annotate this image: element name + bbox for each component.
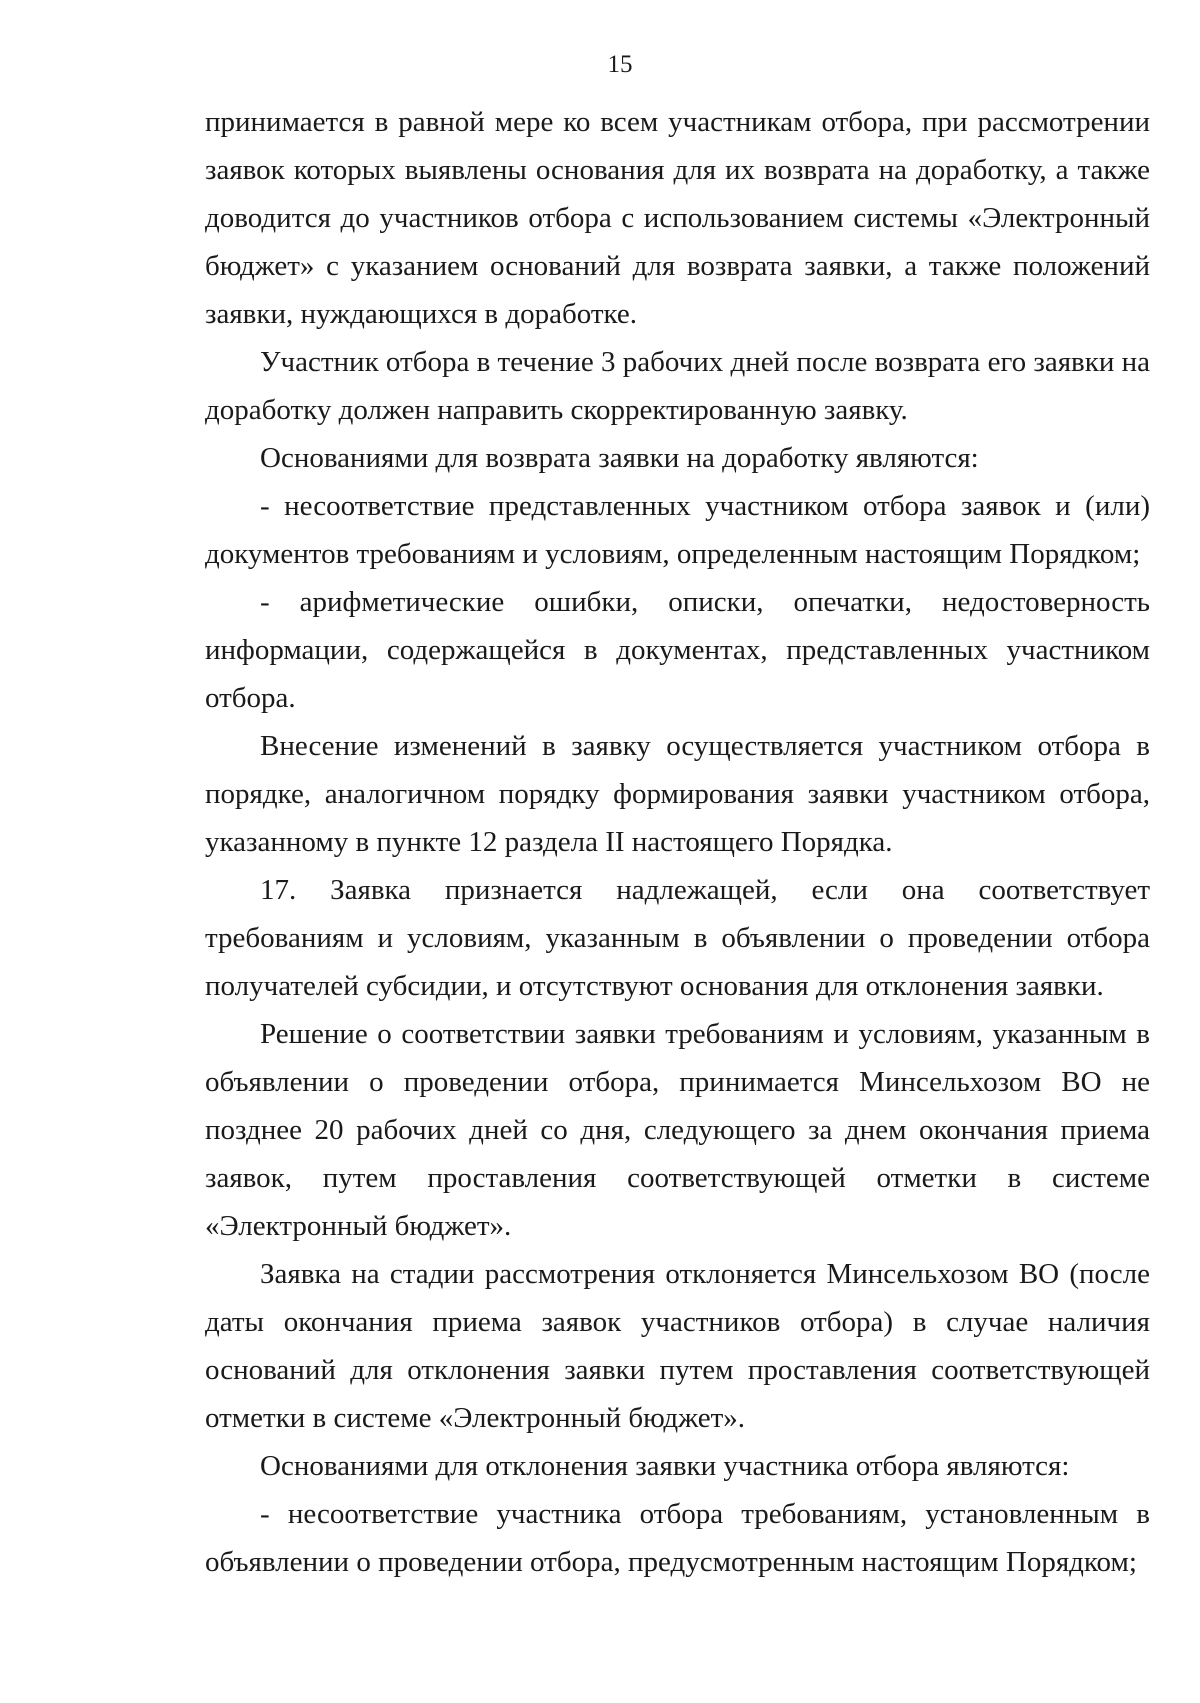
paragraph-resubmission-deadline: Участник отбора в течение 3 рабочих дней после возврата его заявки на доработку должен направить скорректированную заявку.	[205, 346, 1150, 426]
list-item-rejection-ground-1: - несоответствие участника отбора требованиям, установленным в объявлении о проведении отбора, предусмотренным настоящим Порядком;	[205, 1498, 1150, 1578]
paragraph-rejection: Заявка на стадии рассмотрения отклоняется Минсельхозом ВО (после даты окончания приема заявок участников отбора) в случае наличия оснований для отклонения заявки путем проставления соответствующей отметки в системе «Электронный бюджет».	[205, 1258, 1150, 1434]
paragraph-return-grounds-heading: Основаниями для возврата заявки на доработку являются:	[260, 442, 979, 474]
paragraph-compliance-decision: Решение о соответствии заявки требованиям и условиям, указанным в объявлении о проведении отбора, принимается Минсельхозом ВО не позднее 20 рабочих дней со дня, следующего за днем окончания приема заявок, путем проставления соответствующей отметки в системе «Электронный бюджет».	[205, 1018, 1150, 1242]
list-item-return-ground-2: - арифметические ошибки, описки, опечатки, недостоверность информации, содержащейся в документах, представленных участником отбора.	[205, 586, 1150, 714]
document-body	[205, 98, 1150, 1586]
list-item-return-ground-1: - несоответствие представленных участником отбора заявок и (или) документов требованиям и условиям, определенным настоящим Порядком;	[205, 490, 1150, 570]
paragraph-rejection-grounds-heading: Основаниями для отклонения заявки участника отбора являются:	[260, 1450, 1070, 1482]
page-number: 15	[607, 51, 633, 78]
paragraph-continuation: принимается в равной мере ко всем участникам отбора, при рассмотрении заявок которых выявлены основания для их возврата на доработку, а также доводится до участников отбора с использованием системы «Электронный бюджет» с указанием оснований для возврата заявки, а также положений заявки, нуждающихся в доработке.	[205, 106, 1150, 330]
paragraph-amendments: Внесение изменений в заявку осуществляется участником отбора в порядке, аналогичном порядку формирования заявки участником отбора, указанному в пункте 12 раздела II настоящего Порядка.	[205, 730, 1150, 858]
paragraph-clause-17: 17. Заявка признается надлежащей, если она соответствует требованиям и условиям, указанным в объявлении о проведении отбора получателей субсидии, и отсутствуют основания для отклонения заявки.	[205, 874, 1150, 1002]
